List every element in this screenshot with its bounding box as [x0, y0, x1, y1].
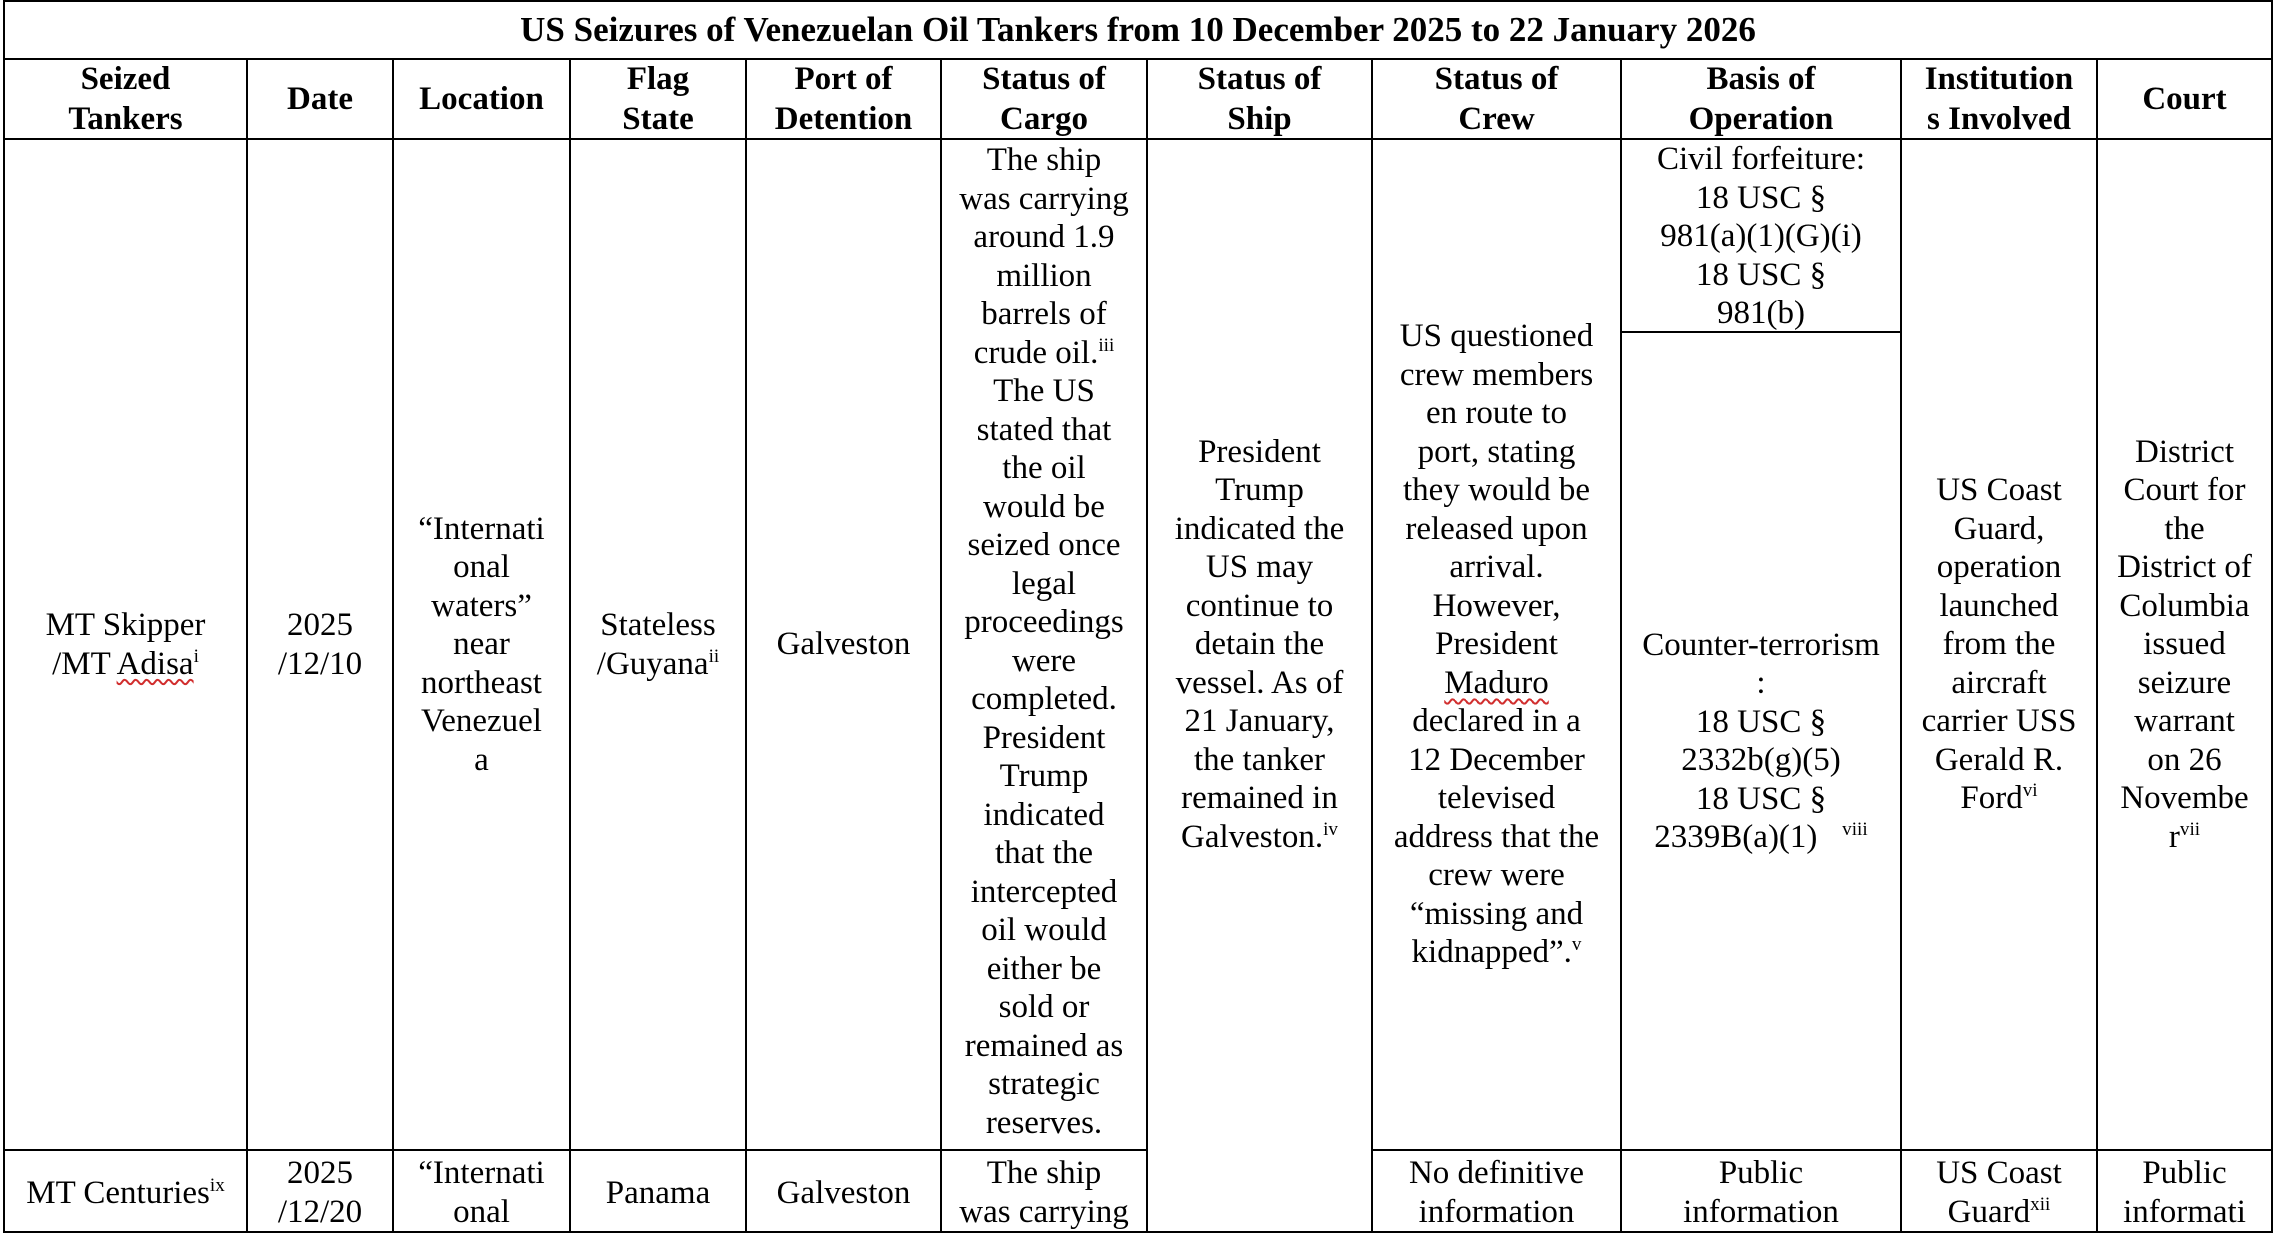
cell-port-skipper: Galveston [776, 626, 911, 663]
header-status-of-ship: Status of Ship [1197, 61, 1322, 137]
cell-cargo-skipper: The ship was carrying around 1.9 million barrels of crude oil.$^{iii}$ The US stated that the oil would be seized once legal proceedings were completed. President Trump indicated that the intercepted oil would either be sold or remained as strategic reserves. [959, 142, 1129, 1141]
header-flag-state: Flag State [622, 61, 694, 137]
cell-date-skipper: 2025 /12/10 [277, 607, 363, 682]
header-court: Court [2142, 81, 2227, 117]
cell-institutions-centuries: US Coast Guard$^{xii}$ [1936, 1155, 2062, 1230]
header-seized-tankers: Seized Tankers [68, 61, 183, 137]
cell-port-centuries: Galveston [776, 1175, 911, 1211]
table-border [3, 1231, 2273, 1233]
cell-court-centuries: Public informati [2123, 1155, 2246, 1230]
header-basis-of-operation: Basis of Operation [1688, 61, 1834, 137]
table-border [1371, 1149, 2273, 1151]
table-border [3, 1149, 1146, 1151]
cell-location-centuries: “Internati onal [418, 1155, 545, 1230]
cell-cargo-centuries: The ship was carrying [959, 1155, 1129, 1230]
header-location: Location [419, 81, 544, 117]
cell-basis-civil-forfeiture: Civil forfeiture: 18 USC § 981(a)(1)(G)(i) 18 USC § 981(b) [1656, 141, 1866, 331]
table-border [2271, 0, 2273, 1233]
header-status-of-crew: Status of Crew [1434, 61, 1559, 137]
cell-tanker-centuries: MT Centuries$^{ix}$ [26, 1175, 225, 1211]
cell-crew-centuries: No definitive information [1408, 1155, 1585, 1230]
header-institutions-involved: Institution s Involved [1924, 61, 2074, 137]
cell-crew-skipper: US questioned crew members en route to port, stating they would be released upon arrival. However, President Maduro declared in a 12 December televised address that the crew were “missing and kidnapped”.$^v$ [1393, 318, 1600, 971]
cell-flag-centuries: Panama [605, 1175, 711, 1211]
spellcheck-word: Maduro [1444, 664, 1549, 701]
cell-date-centuries: 2025 /12/20 [277, 1155, 363, 1230]
cell-location-skipper: “Internati onal waters” near northeast Venezuel a [418, 510, 545, 778]
header-status-of-cargo: Status of Cargo [982, 61, 1106, 137]
cell-institutions-skipper: US Coast Guard, operation launched from the aircraft carrier USS Gerald R. Ford$^{vi}$ [1921, 472, 2077, 817]
header-port-of-detention: Port of Detention [774, 61, 913, 137]
cell-basis-centuries: Public information [1683, 1155, 1839, 1230]
header-date: Date [287, 81, 353, 117]
cell-tanker-skipper: MT Skipper /MT Adisa$^i$ [45, 607, 206, 682]
cell-ship-skipper: President Trump indicated the US may continue to detain the vessel. As of 21 January, the tanker remained in Galveston.$^{iv}$ [1174, 433, 1345, 855]
table-title: US Seizures of Venezuelan Oil Tankers from 10 December 2025 to 22 January 2026 [520, 9, 1756, 49]
cell-basis-counter-terrorism: Counter-terrorism : 18 USC § 2332b(g)(5) 18 USC § 2339B(a)(1) $^{viii}$ [1642, 626, 1880, 855]
cell-court-skipper: District Court for the District of Columbia issued seizure warrant on 26 Novembe $r^{vii}$ [2117, 433, 2252, 855]
cell-flag-skipper: Stateless /Guyana$^{ii}$ [596, 607, 720, 682]
spellcheck-word: Adisa [116, 645, 194, 682]
